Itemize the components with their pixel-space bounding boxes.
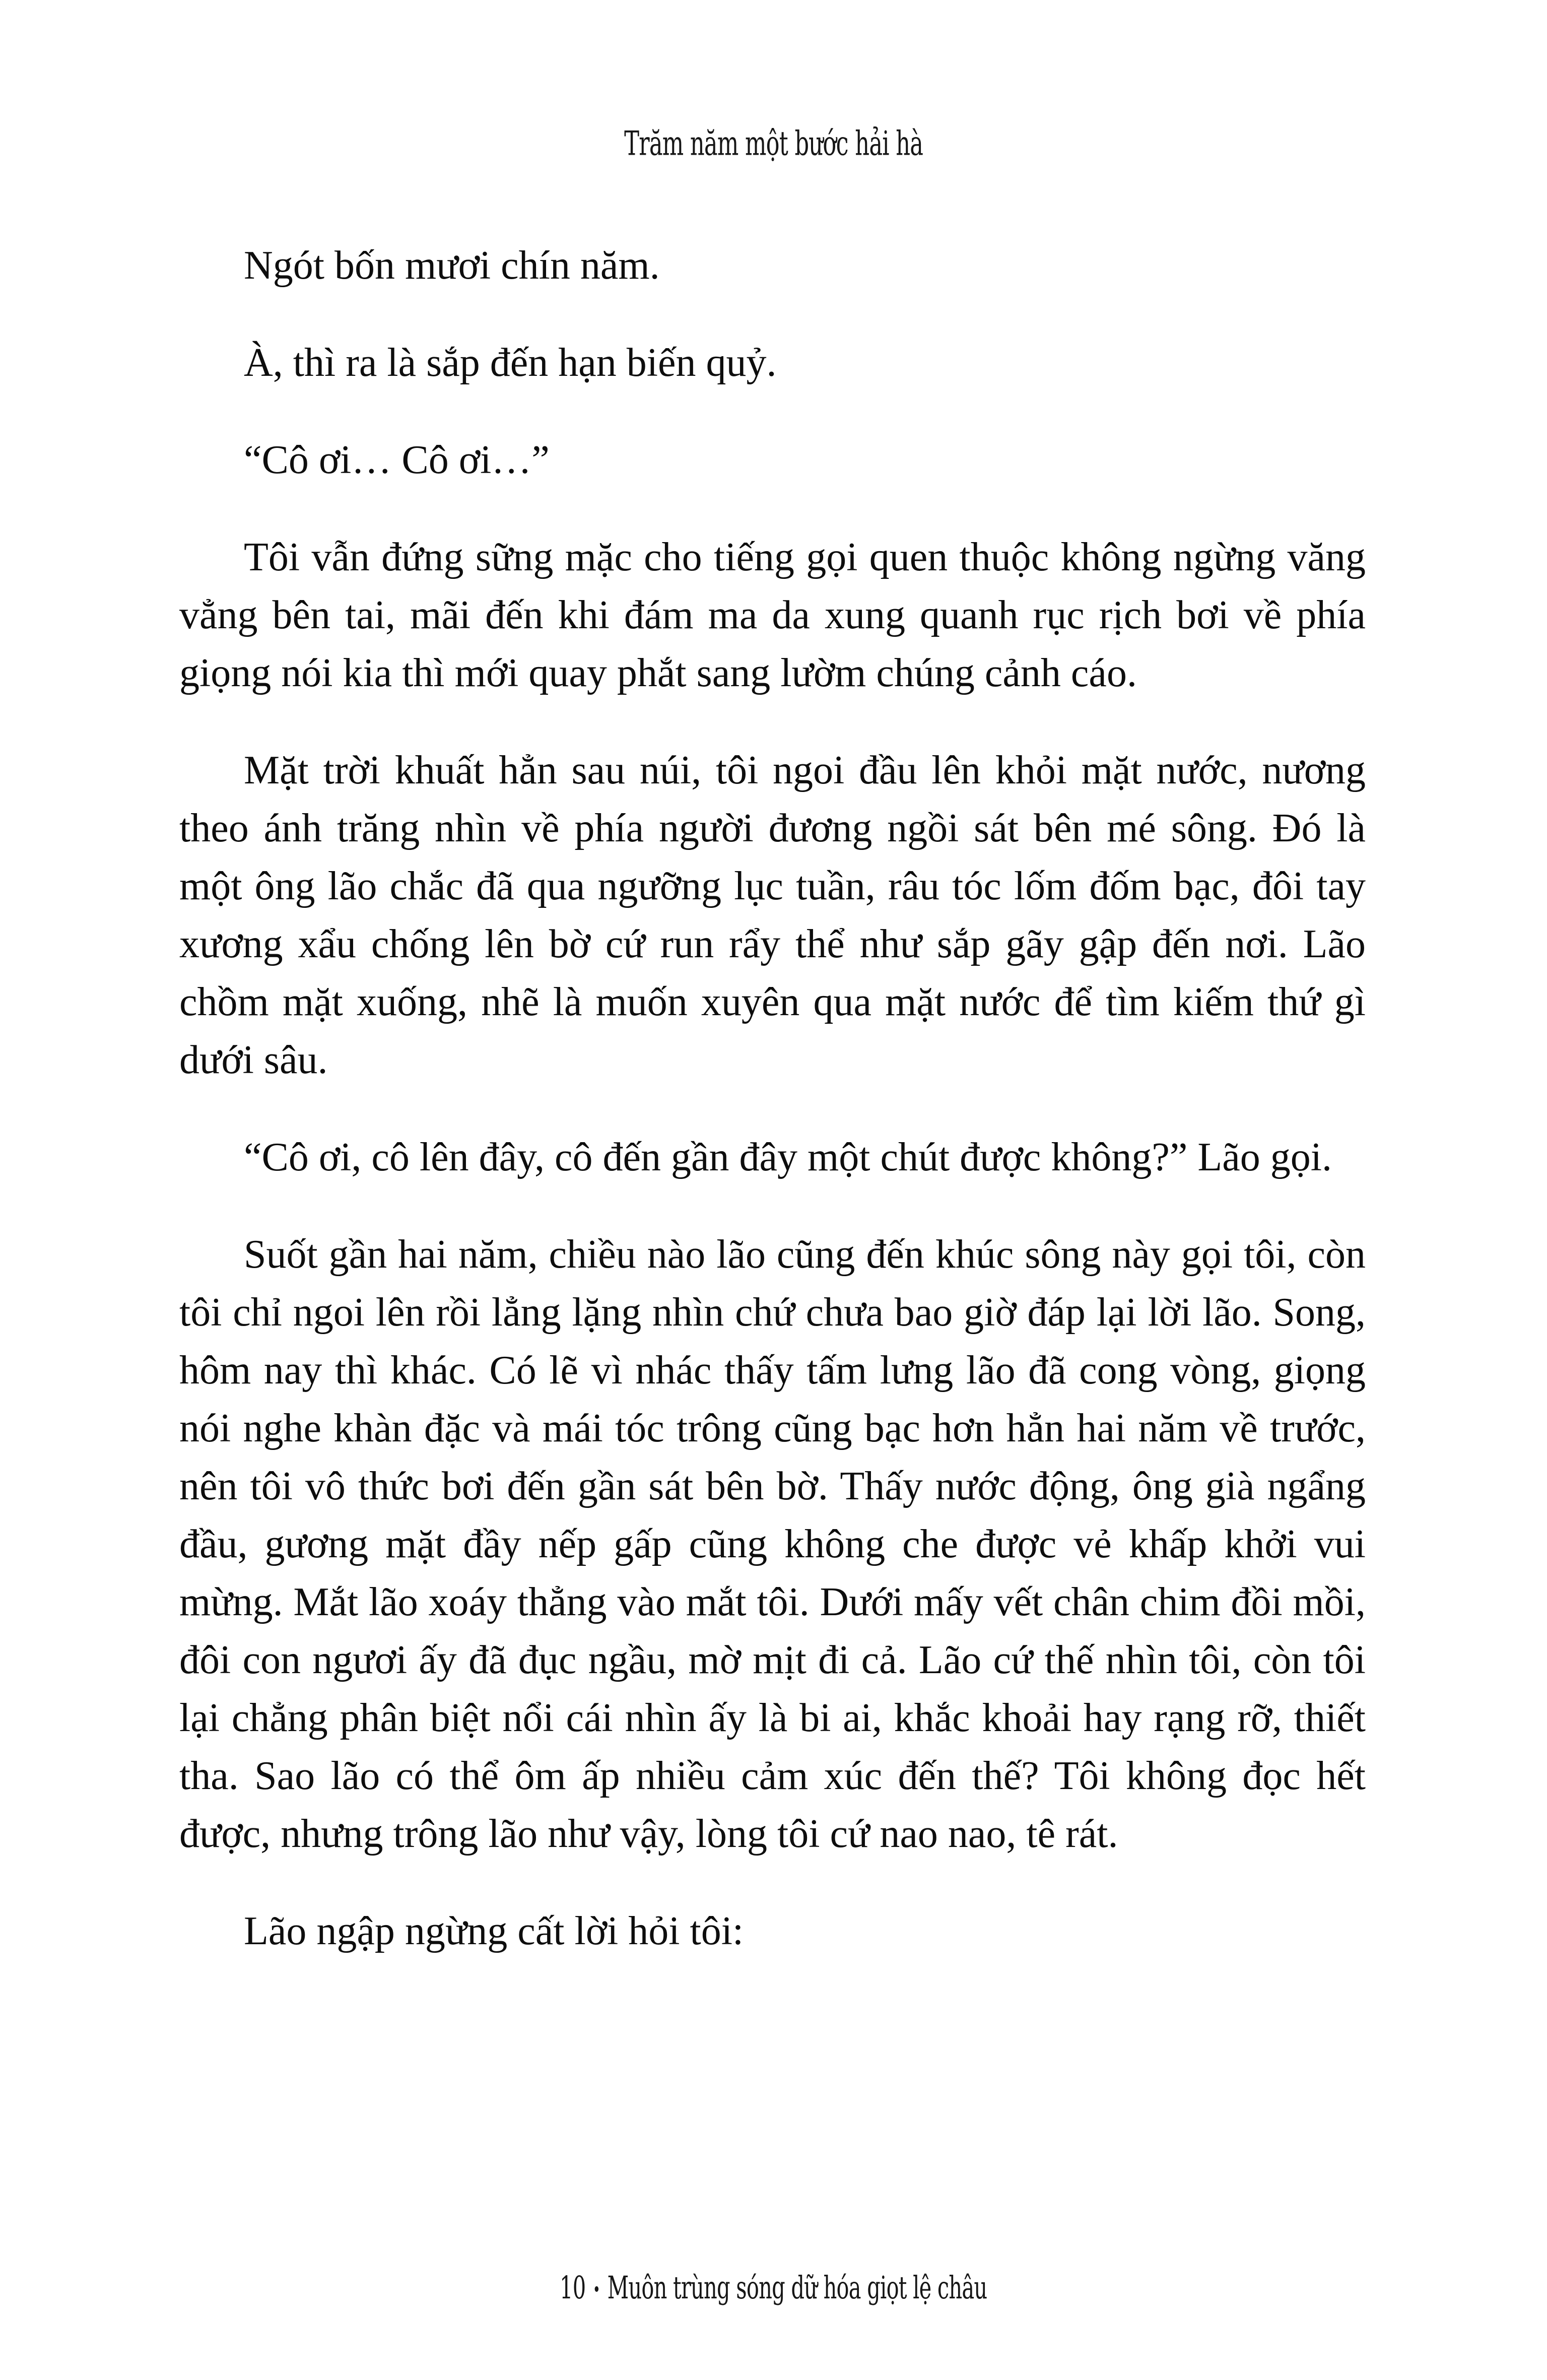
paragraph-7: Suốt gần hai năm, chiều nào lão cũng đến khúc sông này gọi tôi, còn tôi chỉ ngoi lên rồi lẳng lặng nhìn chứ chưa bao giờ đáp lại lời lão. Song, hôm nay thì khác. Có lẽ vì nhác thấy tấm lưng lão đã cong vòng, giọng nói nghe khàn đặc và mái tóc trông cũng bạc hơn hẳn hai năm về trước, nên tôi vô thức bơi đến gần sát bên bờ. Thấy nước động, ông già ngẩng đầu, gương mặt đầy nếp gấp cũng không che được vẻ khấp khởi vui mừng. Mắt lão xoáy thẳng vào mắt tôi. Dưới mấy vết chân chim đồi mồi, đôi con ngươi ấy đã đục ngầu, mờ mịt đi cả. Lão cứ thế nhìn tôi, còn tôi lại chẳng phân biệt nổi cái nhìn ấy là bi ai, khắc khoải hay rạng rỡ, thiết tha. Sao lão có thể ôm ấp nhiều cảm xúc đến thế? Tôi không đọc hết được, nhưng trông lão như vậy, lòng tôi cứ nao nao, tê rát. [179,1232,1366,1857]
paragraph-6: “Cô ơi, cô lên đây, cô đến gần đây một chút được không?” Lão gọi. [244,1135,1332,1180]
running-header-title: Trăm năm một bước hải hà [624,124,923,163]
paragraph-3: “Cô ơi… Cô ơi…” [244,438,550,483]
running-header [0,124,1547,163]
footer-separator-dot: • [593,2278,600,2301]
paragraph-8: Lão ngập ngừng cất lời hỏi tôi: [244,1909,744,1954]
paragraph-2: À, thì ra là sắp đến hạn biến quỷ. [244,341,777,385]
page-footer [0,2270,1547,2306]
footer-line [560,2271,987,2306]
book-title: Muôn trùng sóng dữ hóa giọt lệ châu [607,2270,987,2306]
paragraph-5: Mặt trời khuất hẳn sau núi, tôi ngoi đầu lên khỏi mặt nước, nương theo ánh trăng nhìn về phía người đương ngồi sát bên mé sông. Đó là một ông lão chắc đã qua ngưỡng lục tuần, râu tóc lốm đốm bạc, đôi tay xương xẩu chống lên bờ cứ run rẩy thể như sắp gãy gập đến nơi. Lão chồm mặt xuống, nhẽ là muốn xuyên qua mặt nước để tìm kiếm thứ gì dưới sâu. [179,748,1366,1083]
page-number: 10 [560,2270,586,2306]
paragraph-1: Ngót bốn mươi chín năm. [244,243,660,288]
page-body [179,237,1366,1960]
paragraph-4: Tôi vẫn đứng sững mặc cho tiếng gọi quen thuộc không ngừng văng vẳng bên tai, mãi đến khi đám ma da xung quanh rục rịch bơi về phía giọng nói kia thì mới quay phắt sang lườm chúng cảnh cáo. [179,535,1366,696]
